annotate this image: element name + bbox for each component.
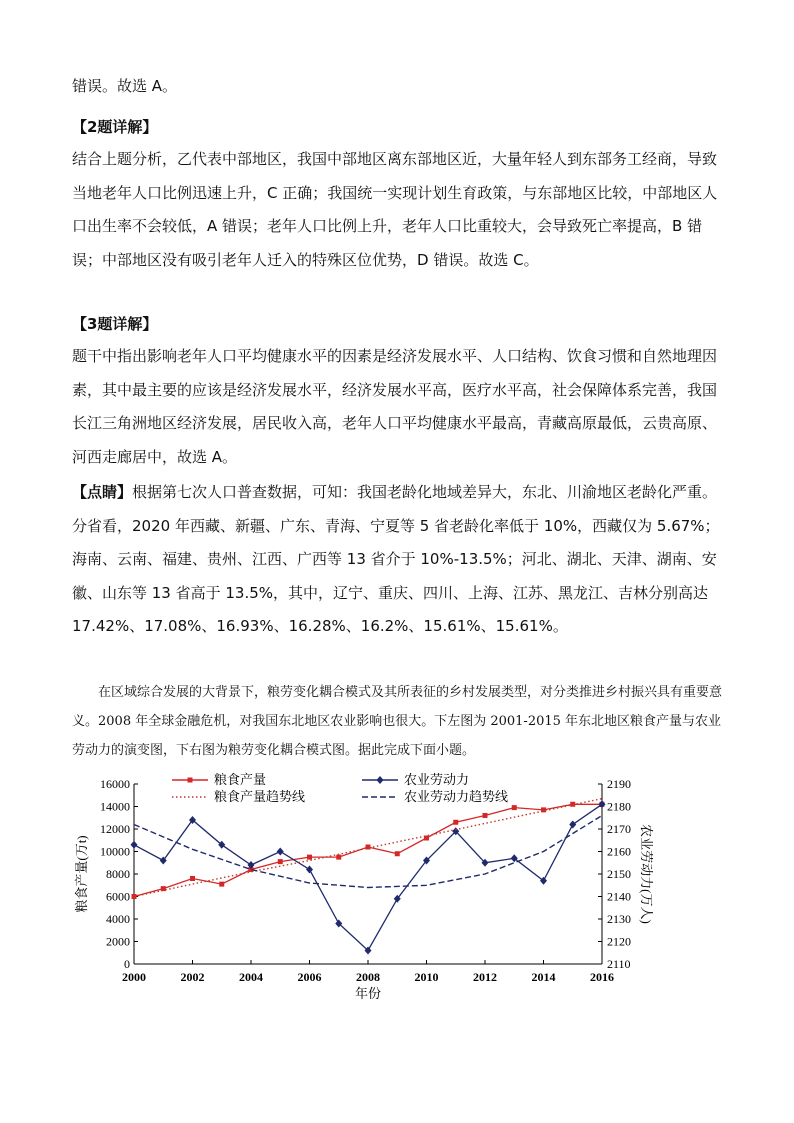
labor-force-point — [306, 866, 313, 874]
labor-force-point — [599, 800, 606, 808]
labor-force-point — [540, 877, 547, 885]
section-heading-2: 【2题详解】 — [72, 118, 158, 136]
question-intro: 在区域综合发展的大背景下，粮劳变化耦合模式及其所表征的乡村发展类型，对分类推进乡村振兴具有重要意义。2008 年全球金融危机，对我国东北地区农业影响也很大。下左图为 2001-2015 年东北地区粮食产量与农业劳动力的演变图，下右图为粮劳变化耦合模式图。据此完成下面小题。 — [72, 685, 723, 758]
series-line-3 — [134, 816, 602, 888]
y-left-axis-title: 粮食产量(万t) — [74, 835, 89, 913]
series-line-1 — [134, 804, 602, 950]
y-right-tick-label: 2140 — [607, 889, 631, 904]
x-tick-label: 2002 — [180, 970, 205, 984]
y-left-tick-label: 16000 — [100, 777, 130, 791]
y-right-tick-label: 2130 — [607, 912, 631, 926]
key-points-label: 【点睛】 — [72, 483, 133, 501]
legend-label-2: 粮食产量趋势线 — [214, 789, 306, 804]
grain-labor-chart — [72, 768, 652, 1018]
paragraph-2: 结合上题分析，乙代表中部地区，我国中部地区离东部地区近，大量年轻人到东部务工经商，导致当地老年人口比例迅速上升，C 正确；我国统一实现计划生育政策，与东部地区比较，中部地区人口出生率不会较低，A 错误；老年人口比例上升，老年人口比重较大，会导致死亡率提高，B 错误；中部地区没有吸引老年人迁入的特殊区位优势，D 错误。故选 C。 — [72, 150, 718, 269]
x-tick-label: 2010 — [414, 970, 439, 984]
y-right-axis-title: 农业劳动力(万人) — [639, 824, 654, 924]
legend-marker-0 — [188, 778, 193, 783]
legend-marker-1 — [377, 776, 384, 784]
y-left-tick-label: 14000 — [100, 799, 130, 814]
x-tick-label: 2006 — [297, 970, 322, 984]
grain-output-point — [307, 855, 312, 860]
x-tick-label: 2008 — [356, 970, 380, 984]
y-left-tick-label: 4000 — [106, 912, 130, 926]
y-right-tick-label: 2150 — [607, 867, 631, 881]
grain-output-point — [395, 851, 400, 856]
y-right-tick-label: 2180 — [607, 799, 631, 814]
y-left-tick-label: 6000 — [106, 889, 130, 904]
grain-output-point — [453, 820, 458, 825]
grain-output-point — [278, 859, 283, 864]
labor-force-point — [277, 848, 284, 856]
legend-label-0: 粮食产量 — [214, 772, 267, 787]
y-right-tick-label: 2120 — [607, 934, 631, 949]
x-tick-label: 2016 — [590, 970, 614, 984]
y-left-tick-label: 10000 — [100, 844, 130, 859]
grain-output-point — [512, 805, 517, 810]
key-points-paragraph: 【点睛】根据第七次人口普查数据，可知：我国老龄化地域差异大，东北、川渝地区老龄化严重。分省看，2020 年西藏、新疆、广东、青海、宁夏等 5 省老龄化率低于 10%，西藏仅为 5.67%；海南、云南、福建、贵州、江西、广西等 13 省介于 10%-13.5%；河北、湖北、天津、湖南、安徽、山东等 13 省高于 13.5%，其中，辽宁、重庆、四川、上海、江苏、黑龙江、吉林分别高达 17.42%、17.08%、16.93%、16.28%、16.2%、15.61%、15.61%。 — [72, 483, 720, 635]
grain-output-point — [219, 882, 224, 887]
y-left-tick-label: 0 — [124, 957, 130, 971]
y-left-tick-label: 12000 — [100, 822, 130, 836]
labor-force-point — [569, 821, 576, 829]
y-left-tick-label: 2000 — [106, 934, 130, 949]
section-heading-3: 【3题详解】 — [72, 315, 158, 333]
series-line-0 — [134, 804, 602, 896]
labor-force-point — [511, 854, 518, 862]
x-tick-label: 2000 — [122, 970, 146, 984]
x-tick-label: 2012 — [473, 970, 497, 984]
x-tick-label: 2014 — [531, 970, 556, 984]
grain-output-point — [483, 813, 488, 818]
grain-output-point — [190, 876, 195, 881]
y-left-tick-label: 8000 — [106, 867, 130, 881]
x-axis-title: 年份 — [354, 986, 382, 1001]
labor-force-point — [131, 841, 138, 849]
legend-label-1: 农业劳动力 — [404, 772, 470, 787]
y-right-tick-label: 2110 — [607, 957, 631, 971]
y-right-tick-label: 2160 — [607, 844, 631, 859]
x-tick-label: 2004 — [239, 970, 263, 984]
y-right-tick-label: 2170 — [607, 822, 631, 836]
grain-output-point — [336, 855, 341, 860]
paragraph-3: 题干中指出影响老年人口平均健康水平的因素是经济发展水平、人口结构、饮食习惯和自然地理因素，其中最主要的应该是经济发展水平，经济发展水平高，医疗水平高，社会保障体系完善，我国长江三角洲地区经济发展，居民收入高，老年人口平均健康水平最高，青藏高原最低，云贵高原、河西走廊居中，故选 A。 — [72, 347, 718, 466]
y-right-tick-label: 2190 — [607, 777, 631, 791]
legend-label-3: 农业劳动力趋势线 — [404, 789, 509, 804]
answer-line: 错误。故选 A。 — [72, 77, 178, 95]
